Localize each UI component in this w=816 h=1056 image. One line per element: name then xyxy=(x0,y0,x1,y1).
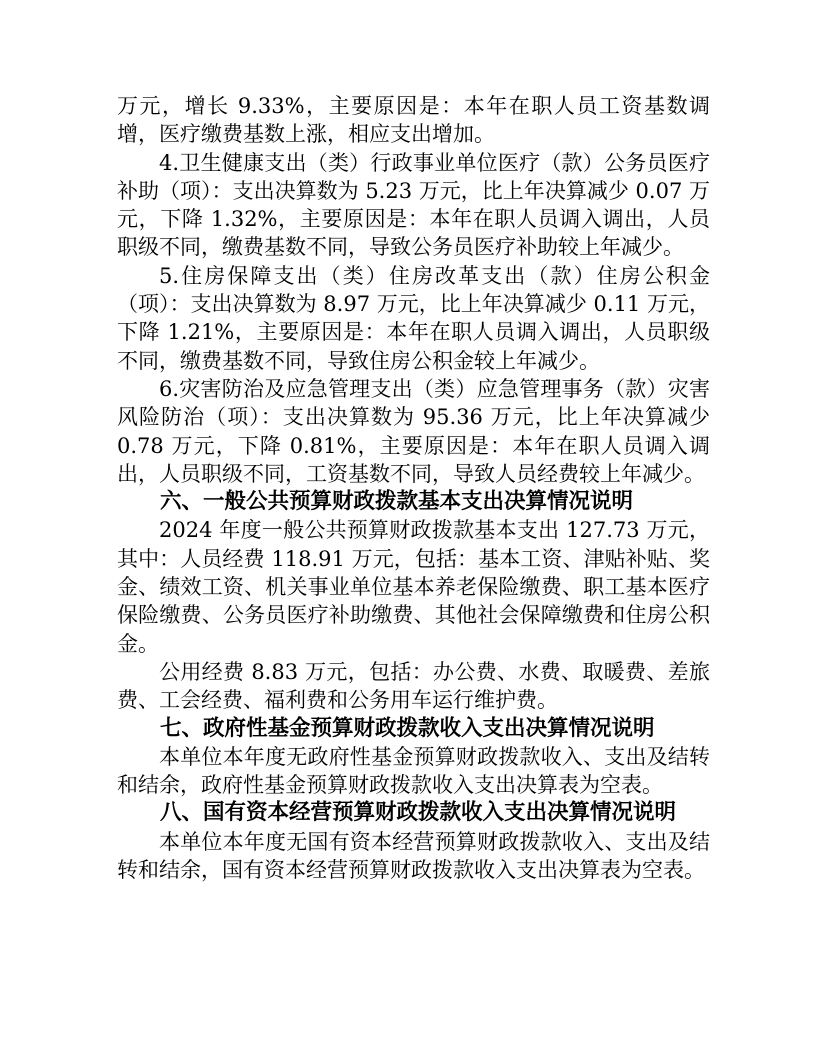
paragraph-public-funds-detail: 公用经费 8.83 万元，包括：办公费、水费、取暖费、差旅费、工会经费、福利费和公务用车运行维护费。 xyxy=(117,659,710,713)
paragraph-basic-expenditure-detail: 2024 年度一般公共预算财政拨款基本支出 127.73 万元，其中：人员经费 118.91 万元，包括：基本工资、津贴补贴、奖金、绩效工资、机关事业单位基本养老保险缴费、职工基本医疗保险缴费、公务员医疗补助缴费、其他社会保障缴费和住房公积金。 xyxy=(117,518,710,656)
paragraph-item6-disaster-expenditure: 6.灾害防治及应急管理支出（类）应急管理事务（款）灾害风险防治（项）：支出决算数为 95.36 万元，比上年决算减少 0.78 万元，下降 0.81%，主要原因是：本年在职人员调入调出，人员职级不同，工资基数不同，导致人员经费较上年减少。 xyxy=(117,376,710,486)
section-heading-6-basic-expenditure: 六、一般公共预算财政拨款基本支出决算情况说明 xyxy=(160,489,634,515)
document-content xyxy=(117,92,710,884)
paragraph-state-capital-empty: 本单位本年度无国有资本经营预算财政拨款收入、支出及结转和结余，国有资本经营预算财政拨款收入支出决算表为空表。 xyxy=(117,829,710,883)
paragraph-item4-health-expenditure: 4.卫生健康支出（类）行政事业单位医疗（款）公务员医疗补助（项）：支出决算数为 5.23 万元，比上年决算减少 0.07 万元，下降 1.32%，主要原因是：本年在职人员调入调出，人员职级不同，缴费基数不同，导致公务员医疗补助较上年减少。 xyxy=(117,150,710,260)
section-heading-7-government-fund: 七、政府性基金预算财政拨款收入支出决算情况说明 xyxy=(160,715,655,741)
paragraph-continuation-medical-increase: 万元，增长 9.33%，主要原因是：本年在职人员工资基数调增，医疗缴费基数上涨，相应支出增加。 xyxy=(117,94,710,147)
paragraph-item5-housing-expenditure: 5.住房保障支出（类）住房改革支出（款）住房公积金（项）：支出决算数为 8.97 万元，比上年决算减少 0.11 万元，下降 1.21%，主要原因是：本年在职人员调入调出，人员职级不同，缴费基数不同，导致住房公积金较上年减少。 xyxy=(117,263,710,373)
paragraph-government-fund-empty: 本单位本年度无政府性基金预算财政拨款收入、支出及结转和结余，政府性基金预算财政拨款收入支出决算表为空表。 xyxy=(117,744,710,798)
section-heading-8-state-capital: 八、国有资本经营预算财政拨款收入支出决算情况说明 xyxy=(160,800,677,826)
